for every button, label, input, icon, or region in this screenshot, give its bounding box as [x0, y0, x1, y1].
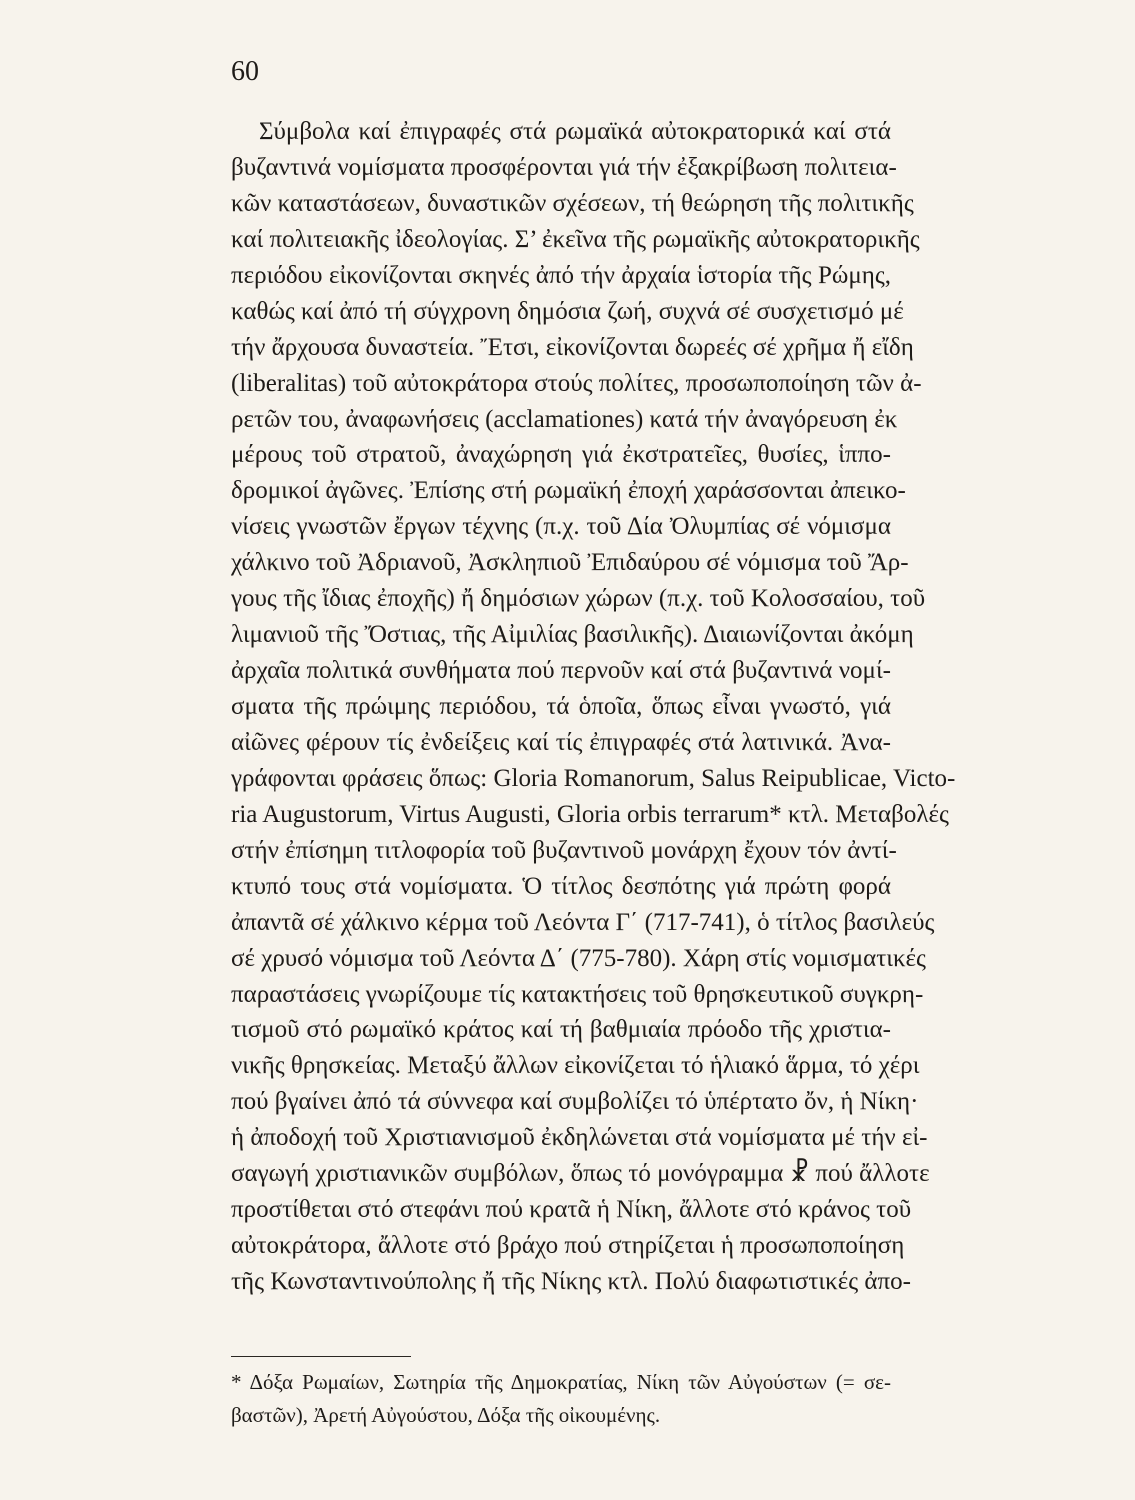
- body-line: μέρους τοῦ στρατοῦ, ἀναχώρηση γιά ἐκστρατεῖες, θυσίες, ἱππο-: [231, 441, 891, 469]
- body-line: λιμανιοῦ τῆς Ὄστιας, τῆς Αἰμιλίας βασιλικῆς). Διαιωνίζονται ἀκόμη: [231, 621, 914, 649]
- body-line: νικῆς θρησκείας. Μεταξύ ἄλλων εἰκονίζεται τό ἡλιακό ἅρμα, τό χέρι: [231, 1052, 920, 1080]
- body-line: ἡ ἀποδοχή τοῦ Χριστιανισμοῦ ἐκδηλώνεται στά νομίσματα μέ τήν εἰ-: [231, 1124, 928, 1152]
- body-line: δρομικοί ἀγῶνες. Ἐπίσης στή ρωμαϊκή ἐποχή χαράσσονται ἀπεικο-: [231, 477, 906, 505]
- body-line: Σύμβολα καί ἐπιγραφές στά ρωμαϊκά αὐτοκρατορικά καί στά: [259, 118, 891, 145]
- footnote-line: * Δόξα Ρωμαίων, Σωτηρία τῆς Δημοκρατίας, Νίκη τῶν Αὐγούστων (= σε-: [231, 1370, 891, 1394]
- body-line: σαγωγή χριστιανικῶν συμβόλων, ὅπως τό μονόγραμμα ☧ πού ἄλλοτε: [231, 1160, 930, 1188]
- body-line: τῆς Κωνσταντινούπολης ἤ τῆς Νίκης κτλ. Πολύ διαφωτιστικές ἀπο-: [231, 1268, 911, 1295]
- body-line: στήν ἐπίσημη τιτλοφορία τοῦ βυζαντινοῦ μονάρχη ἔχουν τόν ἀντί-: [231, 836, 897, 864]
- body-line: χάλκινο τοῦ Ἀδριανοῦ, Ἀσκληπιοῦ Ἐπιδαύρου σέ νόμισμα τοῦ Ἄρ-: [231, 549, 909, 577]
- body-line: ρετῶν του, ἀναφωνήσεις (acclamationes) κατά τήν ἀναγόρευση ἐκ: [231, 405, 898, 433]
- page-number: 60: [231, 56, 259, 87]
- body-line: σματα τῆς πρώιμης περιόδου, τά ὁποῖα, ὅπως εἶναι γνωστό, γιά: [231, 693, 891, 720]
- body-line: ria Augustorum, Virtus Augusti, Gloria orbis terrarum* κτλ. Μεταβολές: [231, 800, 949, 828]
- footnotes: [231, 1366, 891, 1432]
- body-line: σέ χρυσό νόμισμα τοῦ Λεόντα Δ΄ (775-780). Χάρη στίς νομισματικές: [231, 944, 926, 972]
- body-line: κτυπό τους στά νομίσματα. Ὁ τίτλος δεσπότης γιά πρώτη φορά: [231, 872, 891, 900]
- body-line: ἀρχαῖα πολιτικά συνθήματα πού περνοῦν καί στά βυζαντινά νομί-: [231, 657, 891, 685]
- body-line: πού βγαίνει ἀπό τά σύννεφα καί συμβολίζει τό ὑπέρτατο ὄν, ἡ Νίκη·: [231, 1088, 919, 1116]
- body-line: προστίθεται στό στεφάνι πού κρατᾶ ἡ Νίκη, ἄλλοτε στό κράνος τοῦ: [231, 1196, 912, 1224]
- body-line: αἰῶνες φέρουν τίς ἐνδείξεις καί τίς ἐπιγραφές στά λατινικά. Ἀνα-: [231, 728, 891, 756]
- body-line: βυζαντινά νομίσματα προσφέρονται γιά τήν ἐξακρίβωση πολιτεια-: [231, 153, 897, 181]
- body-text: [231, 114, 956, 1300]
- body-line: γράφονται φράσεις ὅπως: Gloria Romanorum, Salus Reipublicae, Victo-: [231, 764, 956, 792]
- footnote-line: βαστῶν), Ἀρετή Αὐγούστου, Δόξα τῆς οἰκουμένης.: [231, 1403, 661, 1427]
- body-line: τήν ἄρχουσα δυναστεία. Ἔτσι, εἰκονίζονται δωρεές σέ χρῆμα ἤ εἴδη: [231, 333, 914, 361]
- body-line: νίσεις γνωστῶν ἔργων τέχνης (π.χ. τοῦ Δία Ὀλυμπίας σέ νόμισμα: [231, 513, 891, 541]
- body-line: περιόδου εἰκονίζονται σκηνές ἀπό τήν ἀρχαία ἱστορία τῆς Ρώμης,: [231, 261, 891, 289]
- footnote-rule: [231, 1356, 411, 1357]
- body-line: καθώς καί ἀπό τή σύγχρονη δημόσια ζωή, συχνά σέ συσχετισμό μέ: [231, 297, 904, 325]
- body-line: καί πολιτειακῆς ἰδεολογίας. Σ’ ἐκεῖνα τῆς ρωμαϊκῆς αὐτοκρατορικῆς: [231, 225, 920, 253]
- body-line: γους τῆς ἴδιας ἐποχῆς) ἤ δημόσιων χώρων (π.χ. τοῦ Κολοσσαίου, τοῦ: [231, 585, 926, 613]
- body-line: παραστάσεις γνωρίζουμε τίς κατακτήσεις τοῦ θρησκευτικοῦ συγκρη-: [231, 980, 924, 1008]
- body-line: τισμοῦ στό ρωμαϊκό κράτος καί τή βαθμιαία πρόοδο τῆς χριστια-: [231, 1016, 891, 1044]
- body-line: αὐτοκράτορα, ἄλλοτε στό βράχο πού στηρίζεται ἡ προσωποποίηση: [231, 1232, 905, 1260]
- body-line: (liberalitas) τοῦ αὐτοκράτορα στούς πολίτες, προσωποποίηση τῶν ἀ-: [231, 369, 922, 397]
- body-line: κῶν καταστάσεων, δυναστικῶν σχέσεων, τή θεώρηση τῆς πολιτικῆς: [231, 189, 914, 217]
- body-line: ἀπαντᾶ σέ χάλκινο κέρμα τοῦ Λεόντα Γ΄ (717-741), ὁ τίτλος βασιλεύς: [231, 908, 935, 936]
